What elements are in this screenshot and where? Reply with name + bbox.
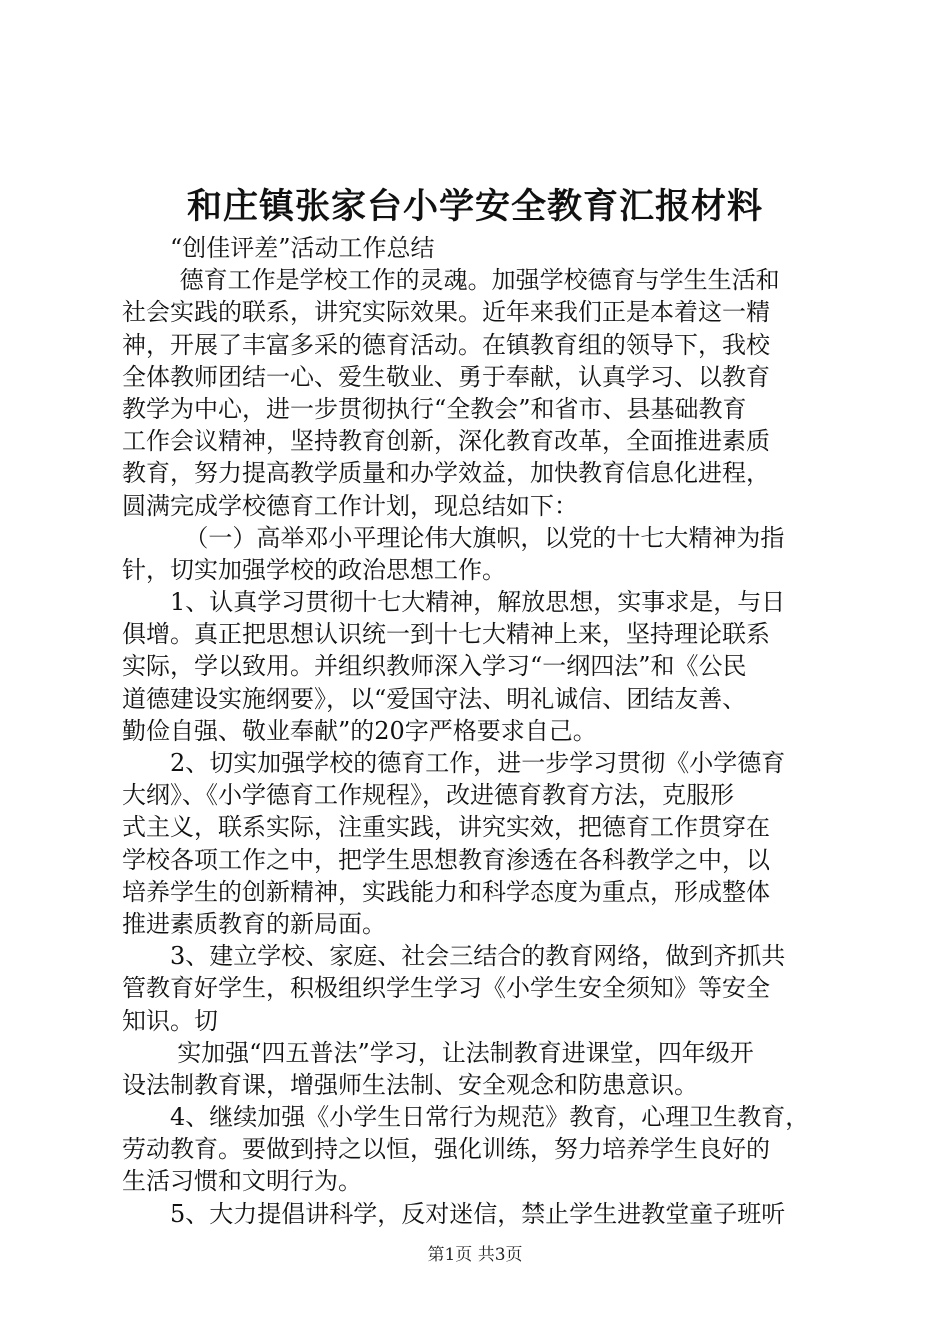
text-line: 实加强“四五普法”学习，让法制教育进课堂，四年级开: [177, 1038, 754, 1067]
text-line: 1、认真学习贯彻十七大精神，解放思想，实事求是，与日: [170, 588, 786, 617]
text-line: 勤俭自强、敬业奉献”的20字严格要求自己。: [122, 716, 597, 745]
text-line: （一）高举邓小平理论伟大旗帜，以党的十七大精神为指: [184, 523, 785, 552]
text-line: 劳动教育。要做到持之以恒，强化训练，努力培养学生良好的: [122, 1135, 770, 1164]
text-line: 管教育好学生，积极组织学生学习《小学生安全须知》等安全: [122, 974, 770, 1003]
text-line: 德育工作是学校工作的灵魂。加强学校德育与学生生活和: [179, 266, 780, 295]
text-line: “创佳评差”活动工作总结: [170, 234, 435, 262]
document-title: 和庄镇张家台小学安全教育汇报材料: [186, 186, 763, 227]
text-line: 道德建设实施纲要》，以“爱国守法、明礼诚信、团结友善、: [122, 684, 747, 713]
text-line: 全体教师团结一心、爱生敬业、勇于奉献，认真学习、以教育: [122, 362, 770, 391]
text-line: 设法制教育课，增强师生法制、安全观念和防患意识。: [122, 1070, 698, 1099]
text-line: 实际，学以致用。并组织教师深入学习“一纲四法”和《公民: [122, 652, 747, 681]
text-line: 工作会议精神，坚持教育创新，深化教育改革，全面推进素质: [122, 427, 770, 456]
text-line: 生活习惯和文明行为。: [122, 1167, 362, 1196]
text-line: 针，切实加强学校的政治思想工作。: [122, 555, 506, 584]
text-line: 教学为中心，进一步贯彻执行“全教会”和省市、县基础教育: [122, 394, 747, 423]
text-line: 推进素质教育的新局面。: [122, 909, 386, 938]
text-line: 3、建立学校、家庭、社会三结合的教育网络，做到齐抓共: [170, 942, 786, 971]
document-body: [122, 232, 834, 1230]
text-line: 社会实践的联系，讲究实际效果。近年来我们正是本着这一精: [122, 298, 770, 327]
text-line: 4、继续加强《小学生日常行为规范》教育，心理卫生教育，: [170, 1103, 810, 1132]
text-line: 知识。切: [122, 1006, 218, 1035]
text-line: 式主义，联系实际，注重实践，讲究实效，把德育工作贯穿在: [122, 813, 770, 842]
text-line: 培养学生的创新精神，实践能力和科学态度为重点，形成整体: [122, 877, 770, 906]
text-line: 2、切实加强学校的德育工作，进一步学习贯彻《小学德育: [170, 749, 786, 777]
text-line: 神，开展了丰富多采的德育活动。在镇教育组的领导下，我校: [122, 330, 770, 359]
text-line: 5、大力提倡讲科学，反对迷信，禁止学生进教堂童子班听: [170, 1199, 786, 1228]
text-line: 教育，努力提高教学质量和办学效益，加快教育信息化进程，: [122, 459, 770, 488]
page-footer: 第1页 共3页: [427, 1245, 523, 1265]
text-line: 大纲》、《小学德育工作规程》，改进德育教育方法，克服形: [122, 781, 734, 810]
text-line: 俱增。真正把思想认识统一到十七大精神上来，坚持理论联系: [122, 620, 770, 649]
text-line: 学校各项工作之中，把学生思想教育渗透在各科教学之中，以: [122, 845, 770, 874]
text-line: 圆满完成学校德育工作计划，现总结如下：: [122, 491, 578, 520]
